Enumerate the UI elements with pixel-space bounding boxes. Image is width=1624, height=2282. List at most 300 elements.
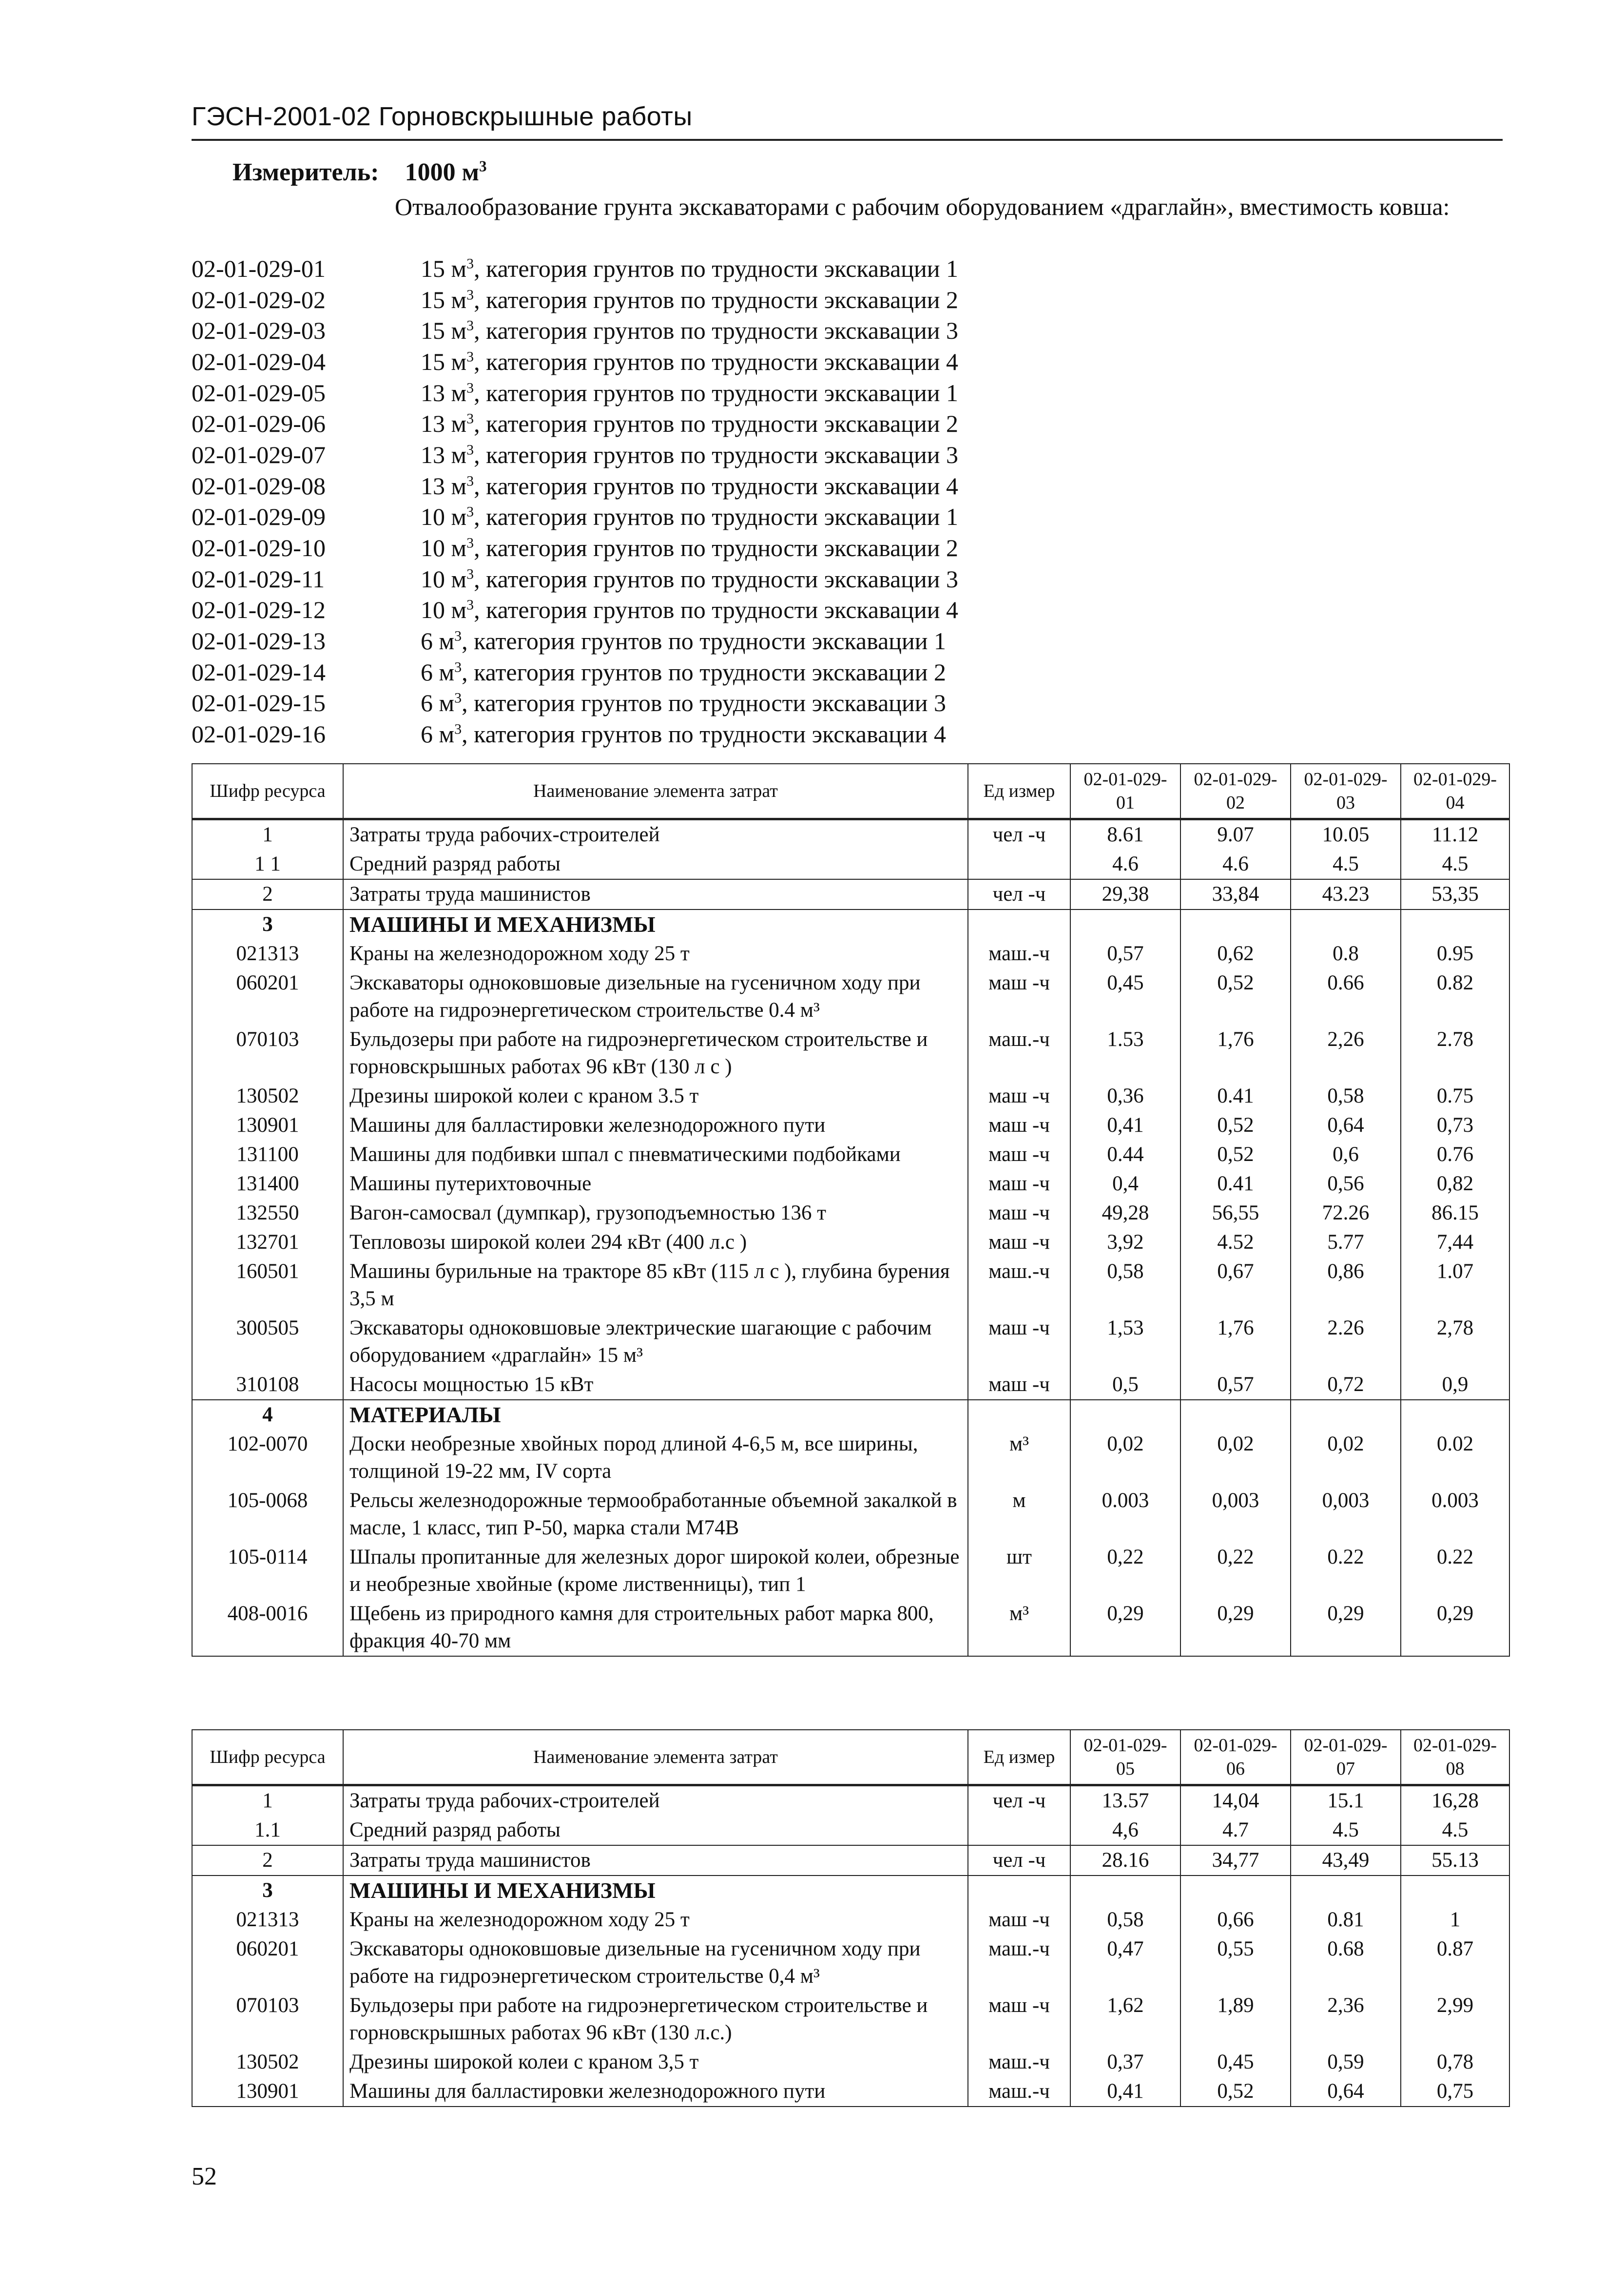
norm-value-cell [1180,1876,1291,1905]
norm-value-cell: 55.13 [1401,1845,1509,1876]
norm-value-cell: 0,56 [1291,1169,1401,1199]
resource-code-cell: 1 [192,819,343,850]
item-description: 15 $м^3$, категория грунтов по трудности экскавации 2 [421,286,959,313]
item-description: 10 $м^3$, категория грунтов по трудности экскавации 3 [421,565,959,593]
resource-name-cell: Дрезины широкой колеи с краном 3.5 т [343,1082,968,1111]
resource-code-cell: 102-0070 [192,1430,343,1486]
norm-value-cell: 0,29 [1291,1599,1401,1656]
norm-value-cell: 4.7 [1180,1816,1291,1845]
norm-value-cell: 33,84 [1180,879,1291,909]
item-code: 02-01-029-16 [192,720,326,748]
norm-value-cell: 0.68 [1291,1934,1401,1991]
norm-value-cell: 0,67 [1180,1257,1291,1314]
header-rule [192,139,1503,141]
norm-value-cell [1070,1400,1180,1430]
item-description: 13 $м^3$, категория грунтов по трудности экскавации 2 [421,410,959,438]
code-list-item [192,595,1313,626]
table-row [192,968,1509,1025]
code-list-item [192,532,1313,563]
table-row [192,1845,1509,1876]
unit-cell: чел -ч [968,1785,1070,1816]
norm-value-cell: 0,66 [1180,1905,1291,1934]
code-list-item [192,346,1313,377]
resource-name-cell: Затраты труда рабочих-строителей [343,819,968,850]
norm-value-cell: 14,04 [1180,1785,1291,1816]
norm-value-cell: 2,26 [1291,1025,1401,1082]
item-description: 10 $м^3$, категория грунтов по трудности экскавации 1 [421,503,959,531]
resource-name-cell: Краны на железнодорожном ходу 25 т [343,1905,968,1934]
norm-value-cell: 0,52 [1180,2077,1291,2107]
resource-name-cell: МАШИНЫ И МЕХАНИЗМЫ [343,909,968,939]
code-list-item [192,563,1313,595]
norm-value-cell: 8.61 [1070,819,1180,850]
norm-value-cell [1401,1876,1509,1905]
norm-value-cell: 4.5 [1291,1816,1401,1845]
resource-code-cell: 132701 [192,1228,343,1257]
unit-cell: м [968,1486,1070,1543]
code-list-item [192,377,1313,408]
item-code: 02-01-029-11 [192,565,325,593]
norm-value-cell: 0,86 [1291,1257,1401,1314]
col-header-norm: 02-01-029-07 [1291,1730,1401,1785]
resource-name-cell: Дрезины широкой колеи с краном 3,5 т [343,2048,968,2077]
norm-value-cell: 0,47 [1070,1934,1180,1991]
item-code: 02-01-029-09 [192,503,326,531]
resource-code-cell: 1.1 [192,1816,343,1845]
code-list-item [192,625,1313,657]
unit-cell [968,1400,1070,1430]
norm-value-cell: 49,28 [1070,1199,1180,1228]
resource-name-cell: Средний разряд работы [343,1816,968,1845]
table-row [192,1430,1509,1486]
unit-cell: маш -ч [968,1111,1070,1140]
table-row [192,1816,1509,1845]
table-row [192,1599,1509,1656]
norm-value-cell [1291,1876,1401,1905]
norm-value-cell: 4.52 [1180,1228,1291,1257]
col-header-norm: 02-01-029-06 [1180,1730,1291,1785]
code-list-item [192,315,1313,346]
norm-value-cell: 0,58 [1291,1082,1401,1111]
norm-value-cell: 56,55 [1180,1199,1291,1228]
item-code: 02-01-029-12 [192,596,326,624]
unit-cell: маш.-ч [968,1025,1070,1082]
norm-value-cell: 4.5 [1291,850,1401,879]
item-code: 02-01-029-14 [192,658,326,686]
code-list-item [192,408,1313,439]
unit-cell: маш.-ч [968,2077,1070,2107]
norm-value-cell: 0,73 [1401,1111,1509,1140]
norm-value-cell: 0,82 [1401,1169,1509,1199]
norm-value-cell: 2,36 [1291,1991,1401,2048]
norm-value-cell: 10.05 [1291,819,1401,850]
norm-value-cell: 2.78 [1401,1025,1509,1082]
norm-value-cell: 0,37 [1070,2048,1180,2077]
norm-value-cell [1291,1400,1401,1430]
item-code: 02-01-029-15 [192,689,326,717]
norm-value-cell: 1.53 [1070,1025,1180,1082]
norm-value-cell: 0.41 [1180,1082,1291,1111]
page-number: 52 [192,2163,217,2190]
item-description: 6 $м^3$, категория грунтов по трудности экскавации 1 [421,627,947,655]
norm-value-cell: 0,52 [1180,1140,1291,1169]
unit-cell: маш -ч [968,1140,1070,1169]
norm-value-cell: 9.07 [1180,819,1291,850]
norm-value-cell: 5.77 [1291,1228,1401,1257]
norm-value-cell: 0,5 [1070,1370,1180,1400]
norm-value-cell [1401,1400,1509,1430]
resource-name-cell: Шпалы пропитанные для железных дорог широкой колеи, обрезные и необрезные хвойные (кроме лиственницы), тип 1 [343,1543,968,1599]
resource-name-cell: МАТЕРИАЛЫ [343,1400,968,1430]
norm-value-cell: 0,58 [1070,1905,1180,1934]
code-list-item [192,718,1313,750]
norm-value-cell: 0,22 [1070,1543,1180,1599]
norm-value-cell: 0.75 [1401,1082,1509,1111]
norm-value-cell: 28.16 [1070,1845,1180,1876]
table-section-row [192,1876,1509,1905]
item-description: 13 $м^3$, категория грунтов по трудности экскавации 1 [421,379,959,406]
norm-value-cell: 0,55 [1180,1934,1291,1991]
unit-cell: маш.-ч [968,939,1070,968]
table-section-row [192,1400,1509,1430]
unit-cell [968,909,1070,939]
code-list-item [192,502,1313,533]
resource-name-cell: Затраты труда машинистов [343,879,968,909]
code-list-item [192,439,1313,470]
item-description: 6 $м^3$, категория грунтов по трудности экскавации 3 [421,689,947,717]
resource-code-cell: 070103 [192,1025,343,1082]
norm-value-cell: 11.12 [1401,819,1509,850]
item-code: 02-01-029-08 [192,472,326,500]
norm-value-cell [1180,1400,1291,1430]
norm-value-cell: 72.26 [1291,1199,1401,1228]
norm-value-cell [1291,909,1401,939]
resource-name-cell: Экскаваторы одноковшовые дизельные на гусеничном ходу при работе на гидроэнергетическом строительстве 0,4 м³ [343,1934,968,1991]
norm-value-cell: 0,02 [1070,1430,1180,1486]
norm-value-cell: 0.81 [1291,1905,1401,1934]
unit-cell: шт [968,1543,1070,1599]
norm-value-cell: 3,92 [1070,1228,1180,1257]
col-header-name: Наименование элемента затрат [343,1730,968,1785]
resource-code-cell: 105-0114 [192,1543,343,1599]
resource-code-cell: 070103 [192,1991,343,2048]
table-row [192,1543,1509,1599]
norm-value-cell: 0,41 [1070,1111,1180,1140]
resource-name-cell: Машины для подбивки шпал с пневматическими подбойками [343,1140,968,1169]
norm-value-cell: 0,57 [1070,939,1180,968]
table-row [192,1905,1509,1934]
norm-value-cell: 0,45 [1180,2048,1291,2077]
resource-name-cell: Насосы мощностью 15 кВт [343,1370,968,1400]
norm-value-cell: 2.26 [1291,1314,1401,1370]
item-code: 02-01-029-05 [192,379,326,406]
col-header-norm: 02-01-029-04 [1401,764,1509,819]
table-row [192,1314,1509,1370]
norm-value-cell [1070,1876,1180,1905]
resource-name-cell: Бульдозеры при работе на гидроэнергетическом строительстве и горновскрышных работах 96 кВт (130 л с ) [343,1025,968,1082]
col-header-norm: 02-01-029-02 [1180,764,1291,819]
norm-value-cell: 0,4 [1070,1169,1180,1199]
code-list-item [192,688,1313,719]
norm-value-cell: 0,02 [1180,1430,1291,1486]
table-row [192,879,1509,909]
item-description: 15 $м^3$, категория грунтов по трудности экскавации 1 [421,254,959,282]
norm-value-cell: 0,003 [1291,1486,1401,1543]
code-list-item [192,657,1313,688]
norm-value-cell: 4.6 [1180,850,1291,879]
table-row [192,819,1509,850]
code-list-item [192,253,1313,284]
norm-value-cell: 13.57 [1070,1785,1180,1816]
resource-name-cell: Затраты труда машинистов [343,1845,968,1876]
measure-label: Измеритель: [232,158,379,186]
resource-code-cell: 060201 [192,968,343,1025]
norm-value-cell: 1.07 [1401,1257,1509,1314]
norm-value-cell: 0,72 [1291,1370,1401,1400]
col-header-norm: 02-01-029-03 [1291,764,1401,819]
resource-code-cell: 131100 [192,1140,343,1169]
item-description: 6 $м^3$, категория грунтов по трудности экскавации 2 [421,658,947,686]
table-row [192,1111,1509,1140]
norm-value-cell: 1,53 [1070,1314,1180,1370]
unit-cell: маш -ч [968,1991,1070,2048]
norm-value-cell: 0,6 [1291,1140,1401,1169]
col-header-code: Шифр ресурса [192,764,343,819]
resource-table-2 [192,1729,1510,2107]
norm-value-cell: 0,29 [1401,1599,1509,1656]
norm-value-cell: 0,58 [1070,1257,1180,1314]
norm-value-cell: 16,28 [1401,1785,1509,1816]
item-code: 02-01-029-03 [192,317,326,345]
norm-value-cell: 4,6 [1070,1816,1180,1845]
resource-code-cell: 4 [192,1400,343,1430]
unit-cell: маш -ч [968,1905,1070,1934]
table-row [192,1025,1509,1082]
table-row [192,1785,1509,1816]
norm-value-cell: 86.15 [1401,1199,1509,1228]
norm-value-cell: 0,41 [1070,2077,1180,2107]
resource-name-cell: Затраты труда рабочих-строителей [343,1785,968,1816]
resource-code-cell: 160501 [192,1257,343,1314]
code-list [192,253,1313,750]
table-row [192,2048,1509,2077]
norm-value-cell: 0,36 [1070,1082,1180,1111]
item-code: 02-01-029-13 [192,627,326,655]
norm-value-cell: 1,89 [1180,1991,1291,2048]
table-row [192,1140,1509,1169]
unit-cell: м³ [968,1430,1070,1486]
unit-cell: маш -ч [968,1169,1070,1199]
item-description: 6 $м^3$, категория грунтов по трудности экскавации 4 [421,720,947,748]
table-row [192,1991,1509,2048]
norm-value-cell: 0,64 [1291,2077,1401,2107]
unit-cell: маш -ч [968,1199,1070,1228]
resource-code-cell: 060201 [192,1934,343,1991]
resource-code-cell: 1 1 [192,850,343,879]
table-row [192,1228,1509,1257]
item-code: 02-01-029-10 [192,534,326,562]
unit-cell: маш -ч [968,1314,1070,1370]
norm-value-cell: 0.87 [1401,1934,1509,1991]
norm-value-cell: 1,76 [1180,1025,1291,1082]
norm-value-cell: 0.003 [1401,1486,1509,1543]
norm-value-cell: 1,62 [1070,1991,1180,2048]
norm-value-cell: 29,38 [1070,879,1180,909]
resource-name-cell: Щебень из природного камня для строительных работ марка 800, фракция 40-70 мм [343,1599,968,1656]
resource-code-cell: 105-0068 [192,1486,343,1543]
col-header-name: Наименование элемента затрат [343,764,968,819]
item-description: 13 $м^3$, категория грунтов по трудности экскавации 3 [421,441,959,468]
table-row [192,1082,1509,1111]
resource-name-cell: Машины путерихтовочные [343,1169,968,1199]
unit-cell: маш -ч [968,1082,1070,1111]
resource-code-cell: 130502 [192,2048,343,2077]
norm-value-cell: 0.22 [1291,1543,1401,1599]
norm-value-cell: 1 [1401,1905,1509,1934]
norm-value-cell: 15.1 [1291,1785,1401,1816]
measure-line [232,157,487,188]
norm-value-cell [1401,909,1509,939]
norm-value-cell: 0.41 [1180,1169,1291,1199]
unit-cell [968,850,1070,879]
resource-code-cell: 3 [192,1876,343,1905]
unit-cell: чел -ч [968,879,1070,909]
norm-value-cell: 0,57 [1180,1370,1291,1400]
item-description: 10 $м^3$, категория грунтов по трудности экскавации 2 [421,534,959,562]
col-header-unit: Ед измер [968,764,1070,819]
intro-text: Отвалообразование грунта экскаваторами с рабочим оборудованием «драглайн», вместимость ковша: [395,193,1450,220]
measure-value: 1000 $м^3$ [405,157,487,186]
resource-code-cell: 132550 [192,1199,343,1228]
resource-name-cell: Средний разряд работы [343,850,968,879]
unit-cell: чел -ч [968,819,1070,850]
resource-code-cell: 408-0016 [192,1599,343,1656]
table-row [192,1199,1509,1228]
col-header-unit: Ед измер [968,1730,1070,1785]
item-code: 02-01-029-02 [192,286,326,313]
norm-value-cell: 0,02 [1291,1430,1401,1486]
resource-code-cell: 131400 [192,1169,343,1199]
item-description: 15 $м^3$, категория грунтов по трудности экскавации 4 [421,348,959,375]
resource-name-cell: Тепловозы широкой колеи 294 кВт (400 л.с ) [343,1228,968,1257]
norm-value-cell: 0.003 [1070,1486,1180,1543]
norm-value-cell [1070,909,1180,939]
unit-cell: маш -ч [968,1370,1070,1400]
resource-code-cell: 310108 [192,1370,343,1400]
norm-value-cell: 1,76 [1180,1314,1291,1370]
item-code: 02-01-029-06 [192,410,326,438]
norm-value-cell: 0,52 [1180,968,1291,1025]
resource-code-cell: 130901 [192,2077,343,2107]
norm-value-cell: 43.23 [1291,879,1401,909]
page-header-title: ГЭСН-2001-02 Горновскрышные работы [192,102,693,131]
resource-code-cell: 130502 [192,1082,343,1111]
resource-name-cell: Машины бурильные на тракторе 85 кВт (115 л с ), глубина бурения 3,5 м [343,1257,968,1314]
norm-value-cell: 0,22 [1180,1543,1291,1599]
code-list-item [192,470,1313,502]
norm-value-cell: 4.5 [1401,1816,1509,1845]
table-row [192,1370,1509,1400]
norm-value-cell: 0,59 [1291,2048,1401,2077]
item-description: 13 $м^3$, категория грунтов по трудности экскавации 4 [421,472,959,500]
item-code: 02-01-029-01 [192,254,326,282]
resource-code-cell: 2 [192,879,343,909]
norm-value-cell: 0.66 [1291,968,1401,1025]
norm-value-cell: 0,52 [1180,1111,1291,1140]
norm-value-cell: 0,64 [1291,1111,1401,1140]
unit-cell: м³ [968,1599,1070,1656]
col-header-code: Шифр ресурса [192,1730,343,1785]
unit-cell: чел -ч [968,1845,1070,1876]
table-row [192,1169,1509,1199]
resource-code-cell: 021313 [192,1905,343,1934]
norm-value-cell: 0,9 [1401,1370,1509,1400]
resource-name-cell: Вагон-самосвал (думпкар), грузоподъемностью 136 т [343,1199,968,1228]
resource-code-cell: 021313 [192,939,343,968]
norm-value-cell: 4.5 [1401,850,1509,879]
item-description: 10 $м^3$, категория грунтов по трудности экскавации 4 [421,596,959,624]
norm-value-cell: 0,78 [1401,2048,1509,2077]
unit-cell [968,1876,1070,1905]
item-description: 15 $м^3$, категория грунтов по трудности экскавации 3 [421,317,959,345]
norm-value-cell: 0,75 [1401,2077,1509,2107]
unit-cell: маш.-ч [968,2048,1070,2077]
resource-code-cell: 2 [192,1845,343,1876]
norm-value-cell [1180,909,1291,939]
item-code: 02-01-029-07 [192,441,326,468]
resource-name-cell: Экскаваторы одноковшовые электрические шагающие с рабочим оборудованием «драглайн» 15 м³ [343,1314,968,1370]
resource-name-cell: МАШИНЫ И МЕХАНИЗМЫ [343,1876,968,1905]
resource-code-cell: 1 [192,1785,343,1816]
col-header-norm: 02-01-029-08 [1401,1730,1509,1785]
resource-name-cell: Краны на железнодорожном ходу 25 т [343,939,968,968]
resource-name-cell: Машины для балластировки железнодорожного пути [343,2077,968,2107]
norm-value-cell: 0.02 [1401,1430,1509,1486]
unit-cell: маш.-ч [968,1934,1070,1991]
norm-value-cell: 0,62 [1180,939,1291,968]
table-row [192,1486,1509,1543]
unit-cell: маш -ч [968,1228,1070,1257]
resource-name-cell: Экскаваторы одноковшовые дизельные на гусеничном ходу при работе на гидроэнергетическом строительстве 0.4 м³ [343,968,968,1025]
unit-cell [968,1816,1070,1845]
resource-name-cell: Бульдозеры при работе на гидроэнергетическом строительстве и горновскрышных работах 96 кВт (130 л.с.) [343,1991,968,2048]
norm-value-cell: 0.82 [1401,968,1509,1025]
table-row [192,850,1509,879]
norm-value-cell: 4.6 [1070,850,1180,879]
norm-value-cell: 2,99 [1401,1991,1509,2048]
resource-table-1 [192,763,1510,1657]
table-section-row [192,909,1509,939]
code-list-item [192,284,1313,315]
resource-name-cell: Рельсы железнодорожные термообработанные объемной закалкой в масле, 1 класс, тип Р-50, марка стали М74В [343,1486,968,1543]
table-row [192,1934,1509,1991]
resource-code-cell: 130901 [192,1111,343,1140]
norm-value-cell: 7,44 [1401,1228,1509,1257]
norm-value-cell: 0,003 [1180,1486,1291,1543]
col-header-norm: 02-01-029-05 [1070,1730,1180,1785]
unit-cell: маш -ч [968,968,1070,1025]
norm-value-cell: 0,29 [1070,1599,1180,1656]
unit-cell: маш.-ч [968,1257,1070,1314]
resource-name-cell: Машины для балластировки железнодорожного пути [343,1111,968,1140]
norm-value-cell: 43,49 [1291,1845,1401,1876]
norm-value-cell: 0.22 [1401,1543,1509,1599]
norm-value-cell: 0.8 [1291,939,1401,968]
norm-value-cell: 0.44 [1070,1140,1180,1169]
norm-value-cell: 0,29 [1180,1599,1291,1656]
norm-value-cell: 2,78 [1401,1314,1509,1370]
norm-value-cell: 0.76 [1401,1140,1509,1169]
